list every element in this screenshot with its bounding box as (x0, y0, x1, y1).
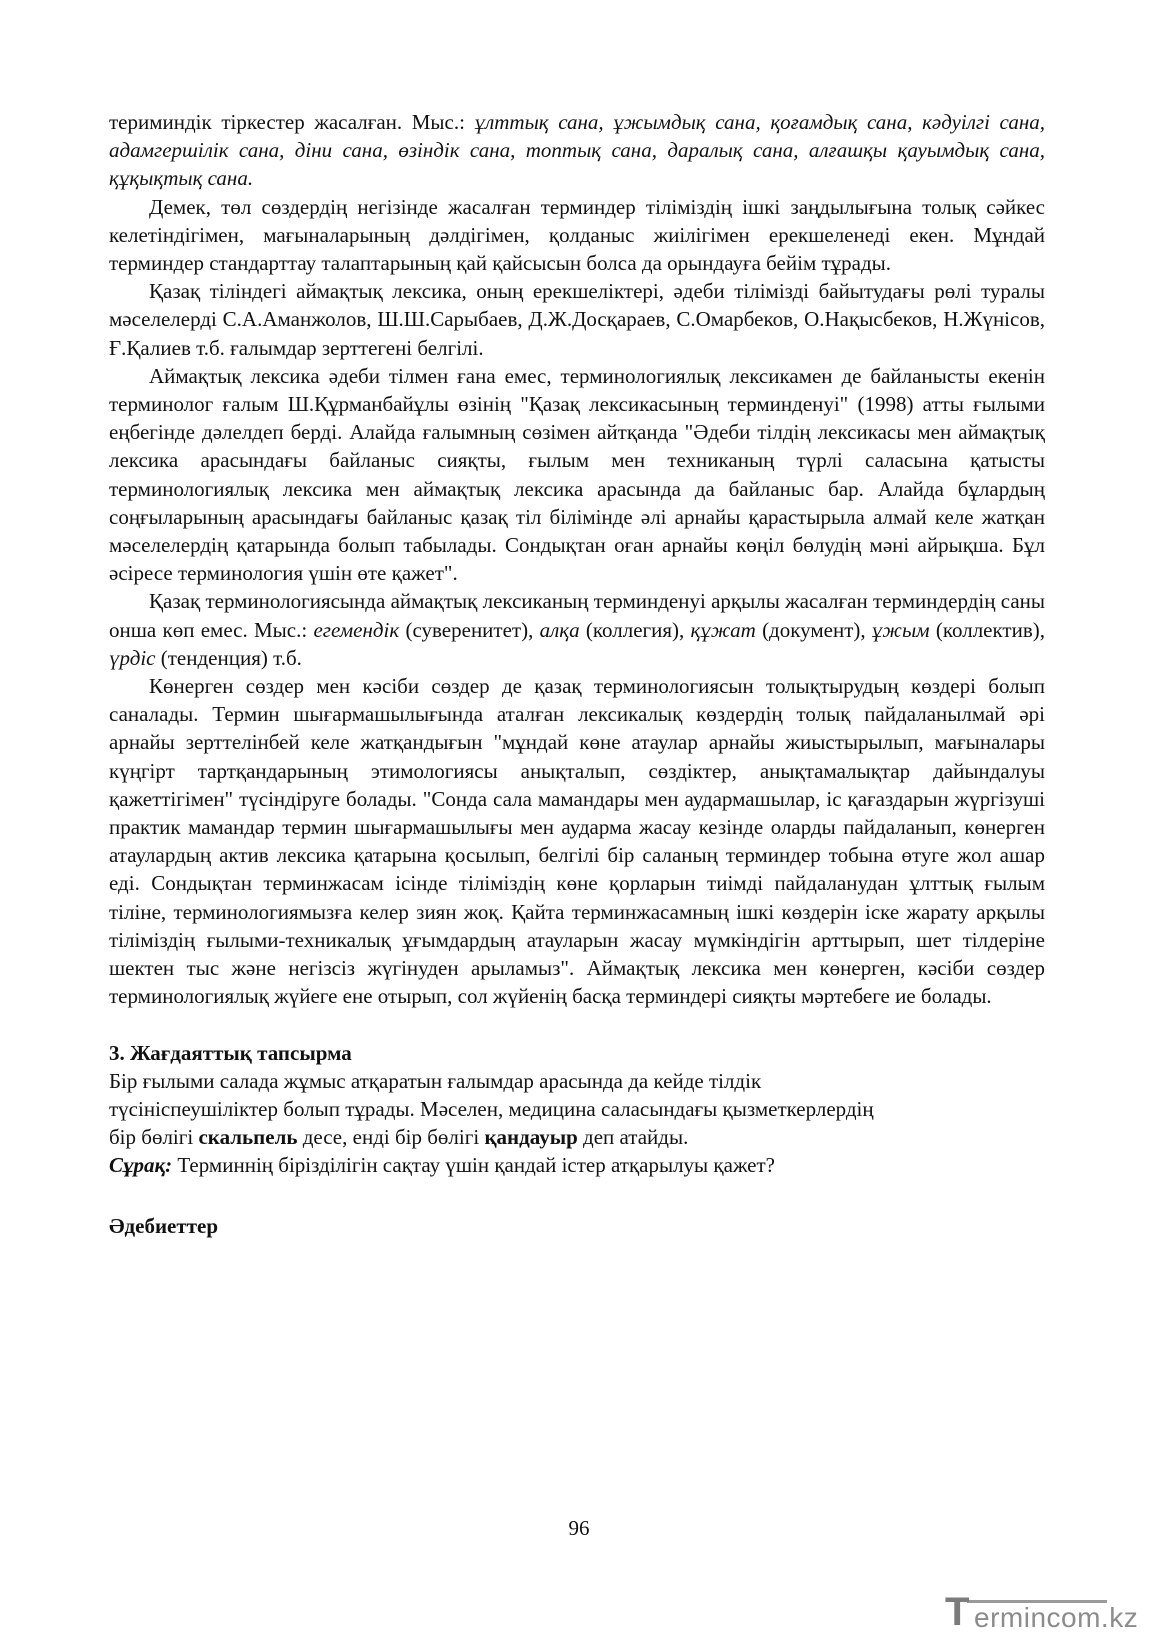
paragraph-text: (коллегия), (579, 617, 691, 642)
paragraph-text: Қазақ терминологиясында аймақтық лексиканың терминденуі арқылы жасалған терминдердің саны онша көп емес. Мыс.: (109, 589, 1045, 642)
italic-examples: ұлттық сана, ұжымдық сана, қоғамдық сана, кәдуілгі сана, адамгершілік сана, діни сана, өзіндік сана, топтық сана, даралық сана, алғашқы қауымдық сана, құқықтық сана. (109, 110, 1045, 191)
question-text: Терминнің бірізділігін сақтау үшін қандай істер атқарылуы қажет? (172, 1153, 775, 1178)
task-line-2: түсініспеушіліктер болып тұрады. Мәселен, медицина саласындағы қызметкерлердің (109, 1096, 874, 1121)
paragraph-1: Демек, төл сөздердің негізінде жасалған терминдер тіліміздің ішкі заңдылығына толық сәйкес келетіндігімен, мағыналарының дәлдігімен, қолданыс жиілігімен ерекшеленеді екен. Мұндай терминдер стандарттау талаптарының қай қайсысын болса да орындауға бейім тұрады. (109, 194, 1045, 276)
term-italic: үрдіс (109, 645, 156, 670)
page-number: 96 (568, 1516, 590, 1540)
task-text: деп атайды. (577, 1125, 689, 1150)
term-italic: құжат (690, 617, 756, 642)
term-bold: скальпель (198, 1125, 298, 1150)
term-italic: егемендік (313, 617, 400, 642)
document-page (109, 108, 1045, 1240)
paragraph-text: (коллектив), (929, 617, 1045, 642)
site-watermark-logo (945, 1590, 1145, 1634)
watermark-letter: T (945, 1590, 970, 1634)
paragraph-text: (суверенитет), (399, 617, 540, 642)
task-line-1: Бір ғылыми салада жұмыс атқаратын ғалымдар арасында да кейде тілдік (109, 1068, 762, 1093)
paragraph-text: (документ), (755, 617, 872, 642)
question-label: Сұрақ: (109, 1153, 173, 1178)
term-bold: қандауыр (484, 1125, 578, 1150)
task-question (109, 1151, 1045, 1179)
references-heading: Әдебиеттер (109, 1213, 219, 1238)
term-italic: алқа (539, 617, 580, 642)
paragraph-3: Аймақтық лексика әдеби тілмен ғана емес, терминологиялық лексикамен де байланысты екенін терминолог ғалым Ш.Құрманбайұлы өзінің "Қазақ лексикасының терминденуі" (1998) атты ғылыми еңбегінде дәлелдеп берді. Алайда ғалымның сөзімен айтқанда "Әдеби тілдің лексикасы мен аймақтық лексика арасындағы байланыс сияқты, ғылым мен техниканың түрлі саласына қатысты терминологиялық лексика мен аймақтық лексика арасында да байланыс бар. Алайда бұлардың соңғыларының арасындағы байланыс қазақ тіл білімінде әлі арнайы қарастырыла алмай келе жатқан мәселелердің қатарында болып табылады. Сондықтан оған арнайы көңіл бөлудің мәні айрықша. Бұл әсіресе терминология үшін өте қажет". (109, 363, 1045, 586)
term-italic: ұжым (871, 617, 930, 642)
task-heading: 3. Жағдаяттық тапсырма (109, 1040, 352, 1065)
paragraph-2: Қазақ тіліндегі аймақтық лексика, оның ерекшеліктері, әдеби тілімізді байытудағы рөлі туралы мәселелерді С.А.Аманжолов, Ш.Ш.Сарыбаев, Д.Ж.Досқараев, С.Омарбеков, О.Нақысбеков, Н.Жүнісов, Ғ.Қалиев т.б. ғалымдар зерттегені белгілі. (109, 279, 1045, 360)
task-text: десе, енді бір бөлігі (297, 1125, 485, 1150)
task-line-3 (109, 1123, 1045, 1151)
task-text: бір бөлігі (109, 1125, 199, 1150)
paragraph-text: териминдік тіркестер жасалған. Мыс.: (109, 110, 475, 134)
paragraph-4 (109, 587, 1045, 672)
paragraph-0 (109, 108, 1045, 193)
watermark-text: ermincom.kz (974, 1602, 1139, 1633)
paragraph-text: (тенденция) т.б. (155, 645, 302, 670)
paragraph-5: Көнерген сөздер мен кәсіби сөздер де қазақ терминологиясын толықтырудың көздері болып саналады. Термин шығармашылығында аталған лексикалық көздердің толық пайдаланылмай әрі арнайы зерттелінбей келе жатқандығын "мұндай көне атаулар арнайы жиыстырылып, мағыналары күңгірт тартқандарының этимологиясы анықталып, сөздіктер, анықтамалықтар дайындалуы қажеттігімен" түсіндіруге болады. "Сонда сала мамандары мен аудармашылар, іс қағаздарын жүргізуші практик мамандар термин шығармашылығы мен аударма жасау кезінде оларды пайдаланып, көнерген атаулардың актив лексика қатарына қосылып, белгілі бір саланың терминдер тобына өтуге жол ашар еді. Сондықтан терминжасам ісінде тіліміздің көне қорларын тиімді пайдаланудан ұлттық ғылым тіліне, терминологиямызға келер зиян жоқ. Қайта терминжасамның ішкі көздерін іске жарату арқылы тіліміздің ғылыми-техникалық ұғымдардың атауларын жасау мүмкіндігін арттырып, шет тілдеріне шектен тыс және негізсіз жүгінуден арыламыз". Аймақтық лексика мен көнерген, кәсіби сөздер терминологиялық жүйеге ене отырып, сол жүйенің басқа терминдері сияқты мәртебеге ие болады. (109, 674, 1045, 1009)
